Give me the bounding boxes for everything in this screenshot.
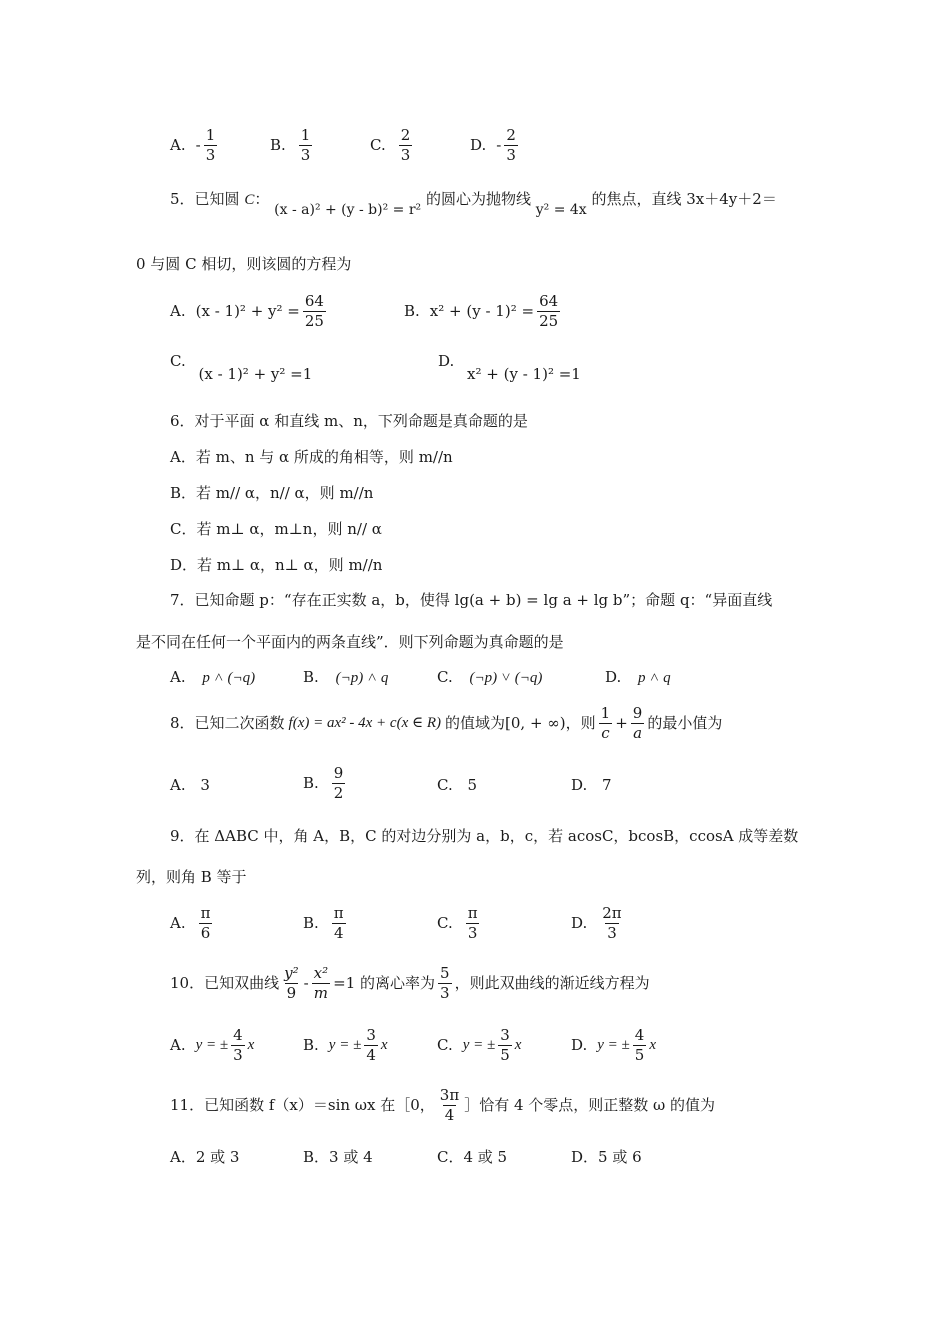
option-label: C. [437,1036,453,1054]
fraction: $\frac{3}{5}$ [500,1026,510,1064]
fraction: $\frac{2}{3}$ [506,126,516,164]
expression: (¬p) ˅ (¬q) [469,670,543,686]
stem-text: 的值域为 [445,714,506,732]
option-label: D. [571,914,588,932]
option-label: A. [170,302,186,320]
option-value: 5 [467,776,478,794]
fraction: $\frac{2\pi}{3}$ [602,904,622,942]
q11-option-a: A．2 或 3 [170,1148,240,1166]
colon: ： [254,190,270,208]
q9-stem: 9．在 ΔABC 中，角 A，B，C 的对边分别为 a，b，c，若 acosC，bcosB，ccosA 成等差数 [170,827,799,845]
q4-option-d [470,128,521,163]
q9-option-d [571,906,627,941]
stem-text: 11．已知函数 f（x）＝sin ωx 在［0， [170,1096,435,1114]
variable: x [380,1037,388,1053]
option-value: 3 [200,776,210,794]
fraction: $\frac{5}{3}$ [440,964,450,1002]
expression: (¬p) ˄ q [335,670,389,686]
q7-stem-line2: 是不同在任何一个平面内的两条直线”．则下列命题为真命题的是 [136,633,564,651]
option-label: D. [605,668,622,686]
q7-option-a [170,670,255,686]
option-label: C. [437,914,453,932]
option-label: A. [170,1036,186,1054]
q8-option-a [170,778,210,793]
q4-option-b [270,128,315,163]
option-label: C. [437,668,453,686]
q10-option-d [571,1028,656,1063]
q8-option-b [303,766,348,801]
minus-sign: - [195,136,201,154]
fraction: $\frac{\text{y²}}{9}$ [284,964,299,1002]
option-label: A. [170,136,186,154]
plus-sign: + [615,714,628,732]
fraction: $\frac{1}{3}$ [205,126,216,164]
equation: (x - 1)² + y² = [195,302,300,320]
option-label: D. [571,776,588,794]
option-label: C. [170,352,186,370]
parabola-equation: y² = 4x [535,202,587,218]
option-label: B. [303,668,319,686]
q5-stem [170,190,777,218]
q6-option-c: C．若 m⊥ α，m⊥n，则 n// α [170,520,382,538]
option-label: C. [437,776,453,794]
expression: p ˄ q [638,670,671,686]
q7-option-b [303,670,388,686]
variable: x [649,1037,656,1053]
q5-stem-line2: 0 与圆 C 相切，则该圆的方程为 [136,255,352,273]
q9-option-a [170,906,215,941]
variable: x [514,1037,522,1053]
q9-option-b [303,906,349,941]
fraction: $\frac{9}{a}$ [632,704,643,742]
option-label: D. [470,136,487,154]
q11-option-d: D．5 或 6 [571,1148,642,1166]
circle-name: C [244,192,255,208]
equation: (x - 1)² + y² =1 [198,365,313,383]
fraction: $\frac{3\pi}{4}$ [439,1086,460,1124]
option-label: A. [170,914,186,932]
option-value: 7 [602,776,612,794]
fraction: $\frac{2}{3}$ [400,126,411,164]
stem-text: 10．已知双曲线 [170,974,280,992]
equation: x² + (y - 1)² =1 [467,365,581,383]
fraction: $\frac{1}{3}$ [300,126,311,164]
minus-sign: - [496,136,502,154]
q4-option-c [370,128,415,163]
q5-option-c [170,352,313,383]
q6-option-a: A．若 m、n 与 α 所成的角相等，则 m//n [170,448,453,466]
fraction: $\frac{\pi}{3}$ [467,904,478,942]
equation: x² + (y - 1)² = [429,302,535,320]
stem-text: =1 的离心率为 [333,974,436,992]
q7-option-c [437,670,542,686]
q5-option-b [404,294,563,329]
equation-prefix: y = ± [195,1037,229,1053]
fraction: $\frac{1}{c}$ [600,704,611,742]
minus-sign: - [303,974,309,992]
q8-option-d [571,778,612,793]
q5-option-a [170,294,329,329]
option-label: A. [170,668,186,686]
stem-text: ，则 [565,714,596,732]
q6-option-d: D．若 m⊥ α，n⊥ α，则 m//n [170,556,383,574]
option-label: C. [370,136,386,154]
q4-option-a [170,128,220,163]
q7-stem: 7．已知命题 p：“存在正实数 a，b，使得 lg(a + b) = lg a + lg b”；命题 q：“异面直线 [170,591,773,609]
circle-equation: (x - a)² + (y - b)² = r² [274,202,422,218]
stem-text: 5．已知圆 [170,190,240,208]
q9-option-c [437,906,483,941]
q8-stem [170,706,722,741]
option-label: A. [170,776,186,794]
q6-option-b: B．若 m// α，n// α，则 m//n [170,484,374,502]
option-label: D. [571,1036,588,1054]
equation-prefix: y = ± [328,1037,362,1053]
stem-text: ，则此双曲线的渐近线方程为 [454,974,650,992]
stem-text: 的最小值为 [647,714,723,732]
q10-option-c [437,1028,521,1063]
fraction: $\frac{9}{2}$ [333,764,344,802]
expression: p ˄ (¬q) [202,670,256,686]
fraction: $\frac{\text{x²}}{m}$ [313,964,329,1002]
q11-option-b: B．3 或 4 [303,1148,373,1166]
q7-option-d [605,670,671,686]
q9-stem-line2: 列，则角 B 等于 [136,868,247,886]
stem-text: 8．已知二次函数 [170,714,285,732]
variable: x [247,1037,255,1053]
fraction: $\frac{64}{25}$ [539,292,559,330]
q6-stem: 6．对于平面 α 和直线 m、n，下列命题是真命题的是 [170,412,528,430]
stem-text: 的焦点，直线 3x＋4y＋2＝ [591,190,777,208]
fraction: $\frac{\pi}{6}$ [200,904,211,942]
option-label: B. [303,914,319,932]
stem-text: ］恰有 4 个零点，则正整数 ω 的值为 [464,1096,716,1114]
fraction: $\frac{4}{3}$ [233,1026,243,1064]
q5-option-d [438,352,581,383]
q8-option-c [437,778,477,793]
fraction: $\frac{4}{5}$ [634,1026,645,1064]
q10-stem [170,966,650,1001]
fraction: $\frac{3}{4}$ [366,1026,376,1064]
q10-option-a [170,1028,254,1063]
stem-text: 的圆心为抛物线 [425,190,531,208]
range: [0, + ∞) [505,714,566,732]
q11-stem [170,1088,715,1123]
option-label: D. [438,352,455,370]
q10-option-b [303,1028,388,1063]
fraction: $\frac{\pi}{4}$ [333,904,344,942]
equation-prefix: y = ± [462,1037,496,1053]
q11-option-c: C．4 或 5 [437,1148,508,1166]
fraction: $\frac{64}{25}$ [304,292,324,330]
equation-prefix: y = ± [597,1037,630,1053]
option-label: B. [404,302,420,320]
option-label: B. [303,1036,319,1054]
option-label: B. [270,136,286,154]
option-label: B. [303,774,319,792]
quadratic-function: f(x) = ax² - 4x + c(x ∈ R) [288,715,441,731]
